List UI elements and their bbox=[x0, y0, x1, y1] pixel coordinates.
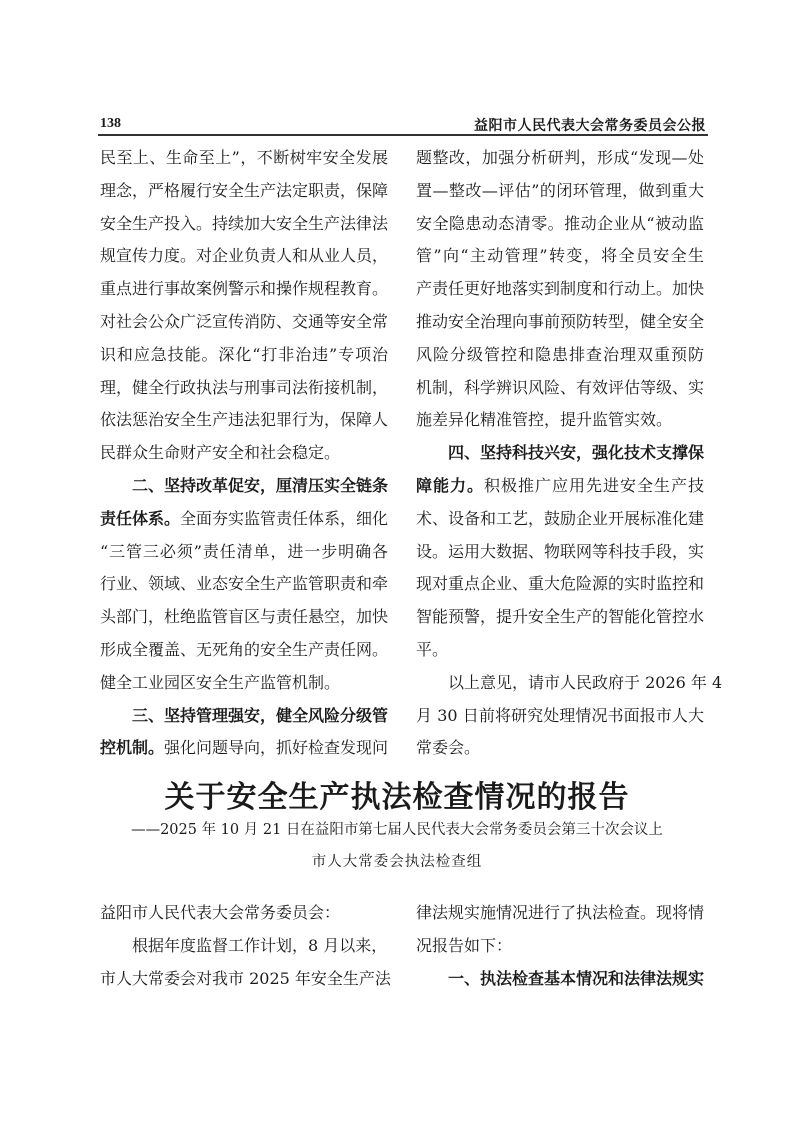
left-column-top bbox=[100, 142, 388, 765]
body-text: 规宣传力度。对企业负责人和从业人员， bbox=[100, 246, 389, 266]
section-heading: 障能力。 bbox=[416, 475, 484, 495]
section-heading: 四、坚持科技兴安，强化技术支撑保 bbox=[448, 443, 705, 463]
text-line bbox=[416, 930, 704, 963]
text-line bbox=[100, 372, 388, 405]
text-line bbox=[416, 503, 704, 536]
text-line bbox=[416, 273, 704, 306]
body-text: 常委会。 bbox=[416, 738, 481, 758]
body-text: 以上意见，请市人民政府于 2026 年 4 bbox=[448, 672, 723, 692]
body-text: 律法规实施情况进行了执法检查。现将情 bbox=[416, 903, 705, 922]
text-line bbox=[100, 963, 391, 996]
body-text: 现对重点企业、重大危险源的实时监控和 bbox=[416, 574, 705, 594]
text-line bbox=[416, 437, 704, 470]
text-line bbox=[100, 536, 388, 569]
body-text: 根据年度监督工作计划，8 月以来， bbox=[132, 935, 388, 955]
text-line bbox=[416, 240, 704, 273]
text-line bbox=[416, 897, 704, 930]
body-text: 机制，科学辨识风险、有效评估等级、实 bbox=[416, 377, 705, 397]
text-line bbox=[416, 470, 704, 503]
text-line bbox=[100, 601, 388, 634]
body-text: 对社会公众广泛宣传消防、交通等安全常 bbox=[100, 311, 389, 331]
body-text: 头部门，杜绝监管盲区与责任悬空，加快 bbox=[100, 607, 389, 627]
body-text: 况报告如下： bbox=[416, 935, 513, 955]
body-text: 平。 bbox=[416, 639, 449, 659]
section-heading: 二、坚持改革促安，厘清压实全链条 bbox=[132, 475, 389, 495]
left-column-bottom bbox=[100, 897, 391, 995]
section-heading: 三、坚持管理强安，健全风险分级管 bbox=[132, 705, 389, 725]
text-line bbox=[100, 339, 388, 372]
text-line bbox=[100, 306, 388, 339]
journal-name: 益阳市人民代表大会常务委员会公报 bbox=[474, 118, 706, 134]
text-line bbox=[100, 208, 388, 241]
text-line bbox=[100, 930, 388, 963]
running-header bbox=[98, 114, 708, 136]
body-text: 健全工业园区安全生产监管机制。 bbox=[100, 672, 341, 692]
report-title: 关于安全生产执法检查情况的报告 bbox=[164, 780, 630, 815]
text-line bbox=[416, 568, 704, 601]
text-line bbox=[100, 568, 388, 601]
text-line bbox=[100, 404, 388, 437]
body-text: 识和应急技能。深化“打非治违”专项治 bbox=[100, 344, 388, 364]
body-text: 理念，严格履行安全生产法定职责，保障 bbox=[100, 180, 389, 200]
body-text: 全面夯实监管责任体系，细化 bbox=[180, 508, 389, 528]
body-text: 安全隐患动态清零。推动企业从“被动监 bbox=[416, 213, 704, 233]
text-line bbox=[100, 470, 388, 503]
page-number: 138 bbox=[100, 116, 121, 131]
text-line bbox=[416, 667, 723, 700]
body-text: 术、设备和工艺，鼓励企业开展标准化建 bbox=[416, 508, 705, 528]
body-text: 设。运用大数据、物联网等科技手段，实 bbox=[416, 541, 705, 561]
report-author: 市人大常委会执法检查组 bbox=[311, 854, 483, 870]
text-line bbox=[100, 732, 388, 765]
body-text: 重点进行事故案例警示和操作规程教育。 bbox=[100, 279, 389, 299]
body-text: 积极推广应用先进安全生产技 bbox=[484, 475, 704, 495]
body-text: 市人大常委会对我市 2025 年安全生产法 bbox=[100, 968, 391, 988]
right-column-bottom bbox=[416, 897, 704, 995]
text-line bbox=[100, 667, 388, 700]
text-line bbox=[416, 339, 704, 372]
body-text: 形成全覆盖、无死角的安全生产责任网。 bbox=[100, 639, 389, 659]
text-line bbox=[416, 634, 704, 667]
body-text: 风险分级管控和隐患排查治理双重预防 bbox=[416, 344, 704, 364]
text-line bbox=[416, 536, 704, 569]
section-heading: 控机制。 bbox=[100, 738, 165, 758]
text-line bbox=[100, 175, 388, 208]
text-line bbox=[100, 700, 388, 733]
body-text: 强化问题导向，抓好检查发现问 bbox=[164, 738, 389, 758]
text-line bbox=[416, 175, 704, 208]
text-line bbox=[100, 503, 388, 536]
body-text: 民至上、生命至上”，不断树牢安全发展 bbox=[100, 148, 388, 167]
body-text: 理，健全行政执法与刑事司法衔接机制， bbox=[100, 377, 389, 397]
right-column-top bbox=[416, 142, 723, 765]
text-line bbox=[416, 306, 704, 339]
text-line bbox=[100, 142, 388, 175]
section-heading: 责任体系。 bbox=[100, 508, 181, 528]
text-line bbox=[416, 700, 704, 733]
text-line bbox=[100, 273, 388, 306]
body-text: 智能预警，提升安全生产的智能化管控水 bbox=[416, 607, 705, 627]
body-text: 题整改，加强分析研判，形成“发现—处 bbox=[416, 148, 704, 167]
body-text: 行业、领域、业态安全生产监管职责和牵 bbox=[100, 574, 389, 594]
body-text: 益阳市人民代表大会常务委员会： bbox=[100, 903, 341, 922]
body-text: 置—整改—评估”的闭环管理，做到重大 bbox=[416, 180, 704, 200]
text-line bbox=[100, 437, 388, 470]
text-line bbox=[416, 142, 704, 175]
body-text: “三管三必须”责任清单，进一步明确各 bbox=[100, 541, 388, 561]
report-subtitle: ——2025 年 10 月 21 日在益阳市第七届人民代表大会常务委员会第三十次会议上 bbox=[131, 822, 663, 838]
body-text: 产责任更好地落实到制度和行动上。加快 bbox=[416, 279, 705, 299]
text-line bbox=[416, 404, 704, 437]
text-line bbox=[100, 634, 388, 667]
body-text: 推动安全治理向事前预防转型，健全安全 bbox=[416, 311, 705, 331]
body-text: 管”向“主动管理”转变，将全员安全生 bbox=[416, 246, 704, 266]
text-line bbox=[416, 208, 704, 241]
text-line bbox=[100, 240, 388, 273]
body-text: 月 30 日前将研究处理情况书面报市人大 bbox=[416, 705, 704, 725]
body-text: 民群众生命财产安全和社会稳定。 bbox=[100, 443, 341, 463]
text-line bbox=[416, 732, 704, 765]
text-line bbox=[416, 963, 704, 996]
text-line bbox=[416, 601, 704, 634]
body-text: 安全生产投入。持续加大安全生产法律法 bbox=[100, 213, 389, 233]
text-line bbox=[100, 897, 388, 930]
section-heading: 一、执法检查基本情况和法律法规实 bbox=[448, 968, 705, 988]
body-text: 依法惩治安全生产违法犯罪行为，保障人 bbox=[100, 410, 389, 430]
body-text: 施差异化精准管控，提升监管实效。 bbox=[416, 410, 673, 430]
text-line bbox=[416, 372, 704, 405]
